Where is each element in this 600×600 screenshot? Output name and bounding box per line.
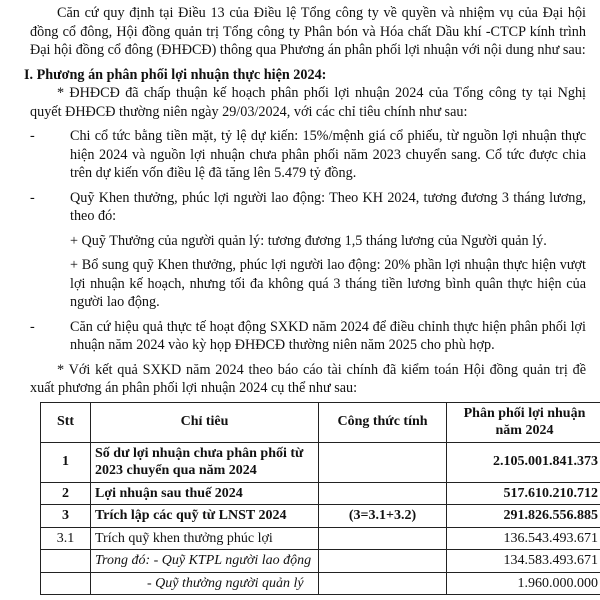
cell-stt: 3 bbox=[41, 505, 91, 528]
cell-formula bbox=[319, 550, 447, 573]
cell-stt bbox=[41, 572, 91, 595]
cell-stt bbox=[41, 550, 91, 573]
cell-formula bbox=[319, 442, 447, 482]
table-header-row bbox=[41, 402, 600, 442]
cell-indicator: Số dư lợi nhuận chưa phân phối từ 2023 chuyển qua năm 2024 bbox=[91, 442, 319, 482]
cell-stt: 3.1 bbox=[41, 527, 91, 550]
cell-indicator: - Quỹ thưởng người quản lý bbox=[91, 572, 319, 595]
cell-stt: 1 bbox=[41, 442, 91, 482]
header-formula: Công thức tính bbox=[319, 402, 447, 442]
cell-value: 291.826.556.885 bbox=[447, 505, 600, 528]
profit-distribution-table bbox=[40, 402, 600, 596]
table-row bbox=[41, 527, 600, 550]
header-value: Phân phối lợi nhuận năm 2024 bbox=[447, 402, 600, 442]
approved-note: * ĐHĐCĐ đã chấp thuận kế hoạch phân phối lợi nhuận 2024 của Tổng công ty tại Nghị quyết ĐHĐCĐ thường niên ngày 29/03/2024, với các chỉ tiêu chính như sau: bbox=[30, 85, 586, 120]
sub-item-manager-bonus: + Quỹ Thưởng của người quản lý: tương đương 1,5 tháng lương của Người quản lý. bbox=[70, 232, 547, 249]
cell-value: 136.543.493.671 bbox=[447, 527, 600, 550]
cell-formula bbox=[319, 572, 447, 595]
cell-indicator: Trong đó: - Quỹ KTPL người lao động bbox=[91, 550, 319, 573]
bullet-dash: - bbox=[30, 318, 35, 335]
cell-formula bbox=[319, 527, 447, 550]
table-row bbox=[41, 442, 600, 482]
table-row bbox=[41, 482, 600, 505]
bullet-text: Quỹ Khen thưởng, phúc lợi người lao động: Theo KH 2024, tương đương 3 tháng lương, theo đó: bbox=[70, 189, 586, 224]
cell-value: 134.583.493.671 bbox=[447, 550, 600, 573]
bullet-dividend bbox=[30, 127, 586, 183]
proposal-note: * Với kết quả SXKD năm 2024 theo báo cáo tài chính đã kiểm toán Hội đồng quản trị đề xuất phương án phân phối lợi nhuận 2024 cụ thể như sau: bbox=[30, 361, 586, 396]
cell-indicator: Lợi nhuận sau thuế 2024 bbox=[91, 482, 319, 505]
header-stt: Stt bbox=[41, 402, 91, 442]
bullet-dash: - bbox=[30, 128, 35, 144]
intro-paragraph: Căn cứ quy định tại Điều 13 của Điều lệ Tổng công ty về quyền và nhiệm vụ của Đại hội đồng cổ đông, Hội đồng quản trị Tổng công ty Phân bón và Hóa chất Dầu khí -CTCP kính trình Đại hội đồng cổ đông (ĐHĐCĐ) thông qua Phương án phân phối lợi nhuận với nội dung như sau: bbox=[30, 5, 586, 58]
header-indicator: Chỉ tiêu bbox=[91, 402, 319, 442]
cell-value: 517.610.210.712 bbox=[447, 482, 600, 505]
bullet-bonus-fund bbox=[30, 189, 586, 226]
cell-stt: 2 bbox=[41, 482, 91, 505]
cell-formula bbox=[319, 482, 447, 505]
bullet-text: Căn cứ hiệu quả thực tế hoạt động SXKD năm 2024 để điều chỉnh thực hiện phân phối lợi nhuận năm 2024 vào kỳ họp ĐHĐCĐ thường niên năm 2025 cho phù hợp. bbox=[70, 318, 586, 353]
cell-value: 1.960.000.000 bbox=[447, 572, 600, 595]
table-row bbox=[41, 550, 600, 573]
bullet-adjustment bbox=[30, 318, 586, 355]
sub-item-extra-bonus: + Bổ sung quỹ Khen thưởng, phúc lợi người lao động: 20% phần lợi nhuận thực hiện vượt lợi nhuận kế hoạch, nhưng tối đa không quá 3 tháng tiền lương bình quân thực hiện của người lao động. bbox=[70, 257, 586, 310]
cell-formula: (3=3.1+3.2) bbox=[319, 505, 447, 528]
cell-value: 2.105.001.841.373 bbox=[447, 442, 600, 482]
table-row bbox=[41, 505, 600, 528]
cell-indicator: Trích lập các quỹ từ LNST 2024 bbox=[91, 505, 319, 528]
table-row bbox=[41, 572, 600, 595]
section-heading: I. Phương án phân phối lợi nhuận thực hiện 2024: bbox=[24, 66, 327, 83]
bullet-text: Chi cổ tức bằng tiền mặt, tỷ lệ dự kiến: 15%/mệnh giá cổ phiếu, từ nguồn lợi nhuận thực hiện 2024 và nguồn lợi nhuận chưa phân phối năm 2023 chuyển sang. Cổ tức được chia trên dự kiến vốn điều lệ đã tăng lên 5.479 tỷ đồng. bbox=[70, 128, 586, 181]
bullet-dash: - bbox=[30, 189, 35, 206]
cell-indicator: Trích quỹ khen thưởng phúc lợi bbox=[91, 527, 319, 550]
